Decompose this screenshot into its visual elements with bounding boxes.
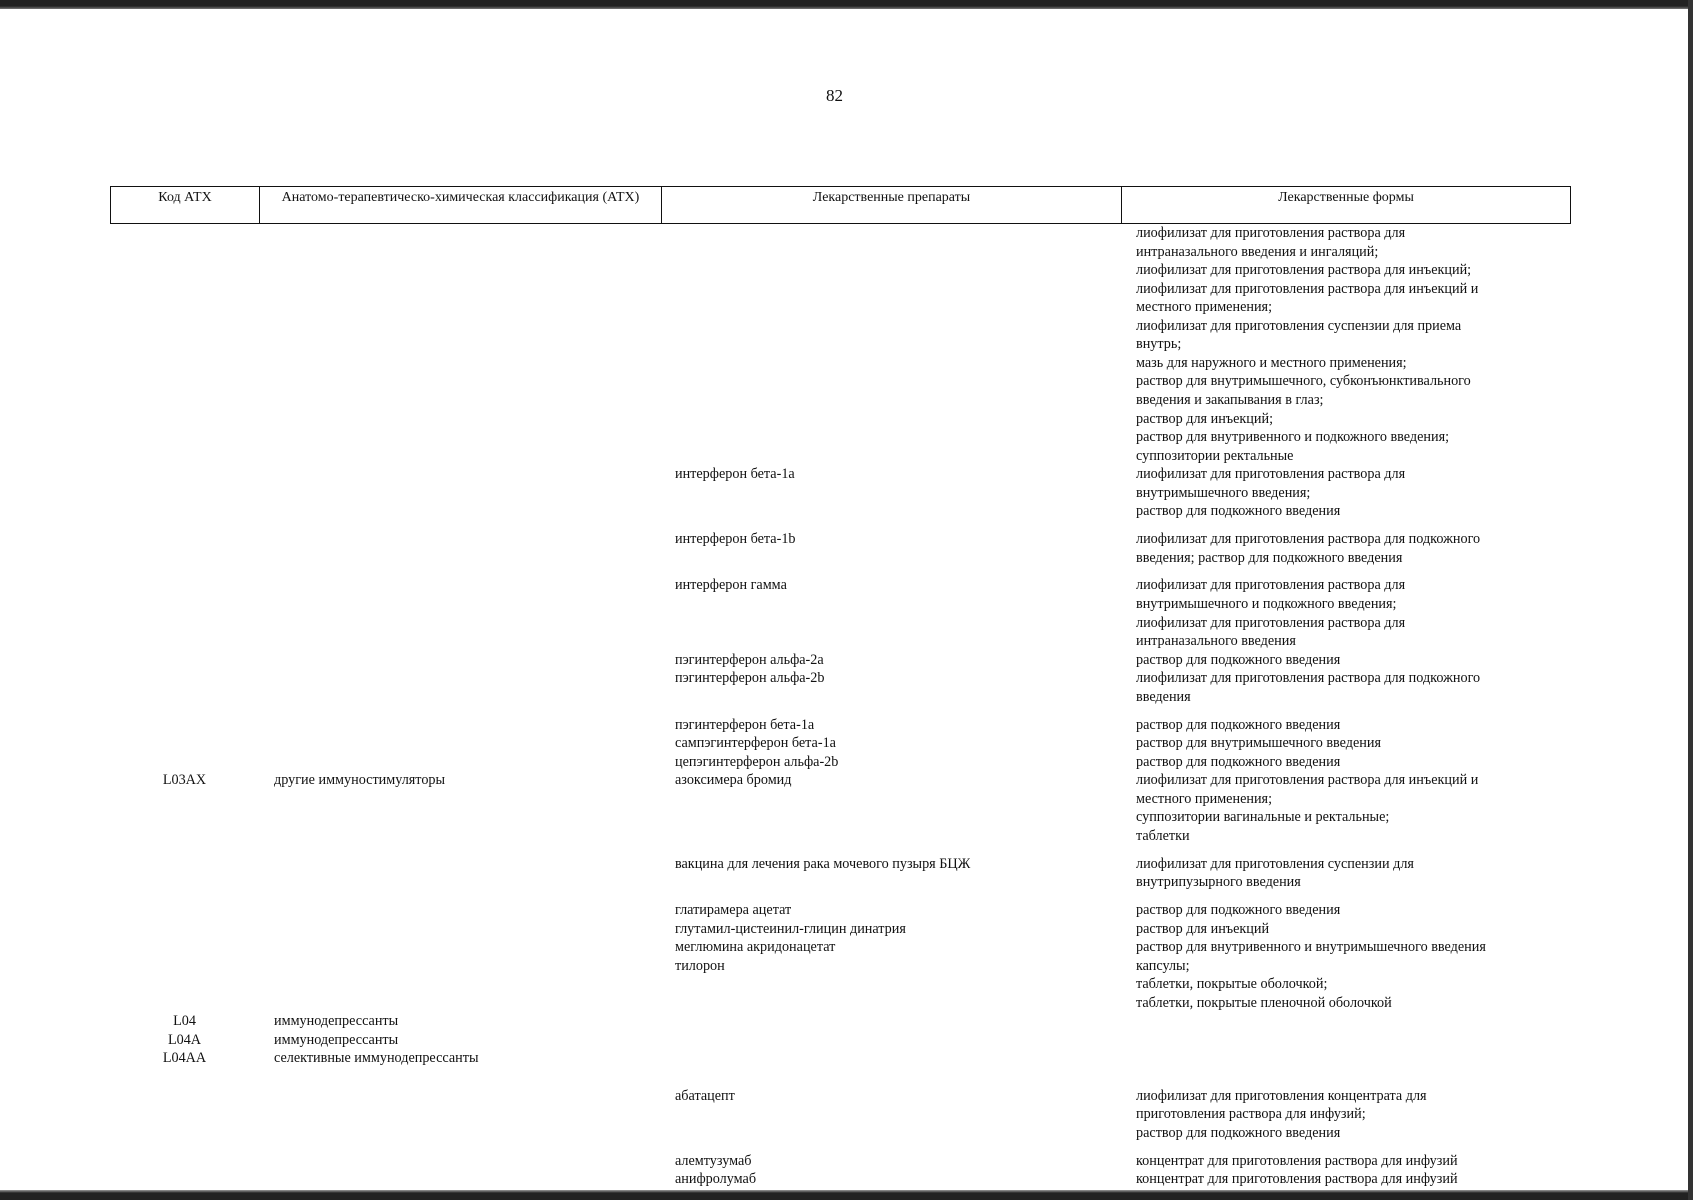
dosage-form-line: введения; раствор для подкожного введения — [1136, 549, 1403, 566]
dosage-form-line: лиофилизат для приготовления раствора для — [1136, 577, 1406, 594]
dosage-form-line: раствор для подкожного введения — [1136, 902, 1341, 919]
dosage-form-line: раствор для подкожного введения — [1136, 503, 1341, 520]
dosage-form-line: лиофилизат для приготовления раствора для — [1136, 225, 1406, 241]
dosage-form-line: мазь для наружного и местного применения; — [1136, 354, 1407, 371]
dosage-form-line: раствор для внутривенного и подкожного введения; — [1136, 429, 1450, 446]
dosage-form-line: концентрат для приготовления раствора для инфузий — [1136, 1171, 1458, 1188]
atc-code: L03AX — [162, 772, 207, 789]
drug-name: азоксимера бромид — [675, 772, 792, 789]
dosage-form-line: раствор для внутривенного и внутримышечного введения — [1136, 939, 1486, 956]
scan-border-bottom — [0, 1190, 1693, 1200]
drug-name: интерферон гамма — [675, 577, 787, 594]
atc-code: L04 — [173, 1013, 196, 1030]
drug-name: тилорон — [675, 957, 725, 974]
dosage-form-line: капсулы; — [1136, 957, 1190, 974]
dosage-form-line: введения — [1136, 688, 1191, 705]
drug-name: глатирамера ацетат — [675, 902, 792, 919]
dosage-form-line: внутримышечного введения; — [1136, 484, 1311, 501]
dosage-form-line: лиофилизат для приготовления раствора для инъекций и — [1136, 280, 1479, 297]
dosage-form-line: лиофилизат для приготовления раствора для — [1136, 466, 1406, 483]
dosage-form-line: лиофилизат для приготовления раствора для подкожного — [1136, 670, 1481, 687]
dosage-form-line: раствор для подкожного введения — [1136, 716, 1341, 733]
dosage-form-line: местного применения; — [1136, 790, 1273, 807]
drug-name: пэгинтерферон альфа-2b — [675, 670, 825, 687]
dosage-form-line: концентрат для приготовления раствора для инфузий — [1136, 1152, 1458, 1169]
dosage-form-line: раствор для инъекций — [1136, 920, 1270, 937]
atc-code: L04A — [167, 1031, 202, 1048]
header-classification: Анатомо-терапевтическо-химическая классификация (АТХ) — [260, 187, 662, 223]
scan-border-right — [1688, 0, 1693, 1200]
dosage-form-line: лиофилизат для приготовления раствора для инъекций; — [1136, 262, 1472, 279]
dosage-form-line: внутрь; — [1136, 336, 1182, 353]
header-drugs: Лекарственные препараты — [662, 187, 1122, 223]
drug-name: цепэгинтерферон альфа-2b — [675, 753, 839, 770]
dosage-form-line: таблетки, покрытые оболочкой; — [1136, 976, 1328, 993]
drug-name: меглюмина акридонацетат — [675, 939, 836, 956]
dosage-form-line: таблетки — [1136, 827, 1190, 844]
drug-name: абатацепт — [675, 1087, 735, 1104]
dosage-form-line: внутрипузырного введения — [1136, 874, 1301, 891]
dosage-form-line: местного применения; — [1136, 299, 1273, 316]
drug-name: пэгинтерферон альфа-2a — [675, 651, 824, 668]
dosage-form-line: введения и закапывания в глаз; — [1136, 391, 1324, 408]
dosage-form-line: таблетки, покрытые пленочной оболочкой — [1136, 994, 1392, 1011]
dosage-form-line: раствор для подкожного введения — [1136, 1124, 1341, 1141]
dosage-form-line: лиофилизат для приготовления суспензии для — [1136, 855, 1414, 872]
dosage-form-line: лиофилизат для приготовления концентрата для — [1136, 1087, 1427, 1104]
dosage-form-line: внутримышечного и подкожного введения; — [1136, 596, 1397, 612]
drug-name: глутамил-цистеинил-глицин динатрия — [675, 920, 906, 937]
drug-name: пэгинтерферон бета-1a — [675, 716, 815, 733]
drug-name: анифролумаб — [675, 1171, 757, 1188]
scan-border-top — [0, 0, 1693, 9]
dosage-form-line: раствор для инъекций; — [1136, 410, 1274, 427]
dosage-form-line: суппозитории ректальные — [1136, 447, 1294, 464]
drug-name: интерферон бета-1a — [675, 466, 795, 483]
atc-classification: иммунодепрессанты — [274, 1031, 399, 1048]
atc-classification: иммунодепрессанты — [274, 1013, 399, 1030]
dosage-form-line: раствор для внутримышечного, субконъюнктивального — [1136, 373, 1471, 390]
dosage-form-line: интраназального введения — [1136, 633, 1296, 650]
page-number: 82 — [826, 86, 843, 105]
header-code: Код АТХ — [111, 187, 260, 223]
drug-name: интерферон бета-1b — [675, 531, 796, 548]
dosage-form-line: интраназального введения и ингаляций; — [1136, 243, 1379, 260]
dosage-form-line: суппозитории вагинальные и ректальные; — [1136, 809, 1390, 826]
drug-name: вакцина для лечения рака мочевого пузыря БЦЖ — [675, 855, 971, 872]
dosage-form-line: раствор для подкожного введения — [1136, 753, 1341, 770]
dosage-form-line: приготовления раствора для инфузий; — [1136, 1106, 1366, 1123]
dosage-form-line: лиофилизат для приготовления суспензии для приема — [1136, 317, 1462, 334]
atc-code: L04AA — [162, 1050, 207, 1067]
dosage-form-line: лиофилизат для приготовления раствора для подкожного — [1136, 531, 1481, 548]
dosage-form-line: лиофилизат для приготовления раствора для — [1136, 614, 1406, 631]
drug-name: алемтузумаб — [675, 1152, 752, 1169]
header-forms: Лекарственные формы — [1278, 190, 1414, 205]
dosage-form-line: лиофилизат для приготовления раствора для инъекций и — [1136, 772, 1479, 789]
table-header — [110, 186, 1571, 224]
atc-classification: селективные иммунодепрессанты — [274, 1050, 479, 1067]
drug-name: сампэгинтерферон бета-1a — [675, 735, 836, 752]
dosage-form-line: раствор для внутримышечного введения — [1136, 735, 1381, 752]
dosage-form-line: раствор для подкожного введения — [1136, 651, 1341, 668]
atc-classification: другие иммуностимуляторы — [274, 772, 446, 789]
